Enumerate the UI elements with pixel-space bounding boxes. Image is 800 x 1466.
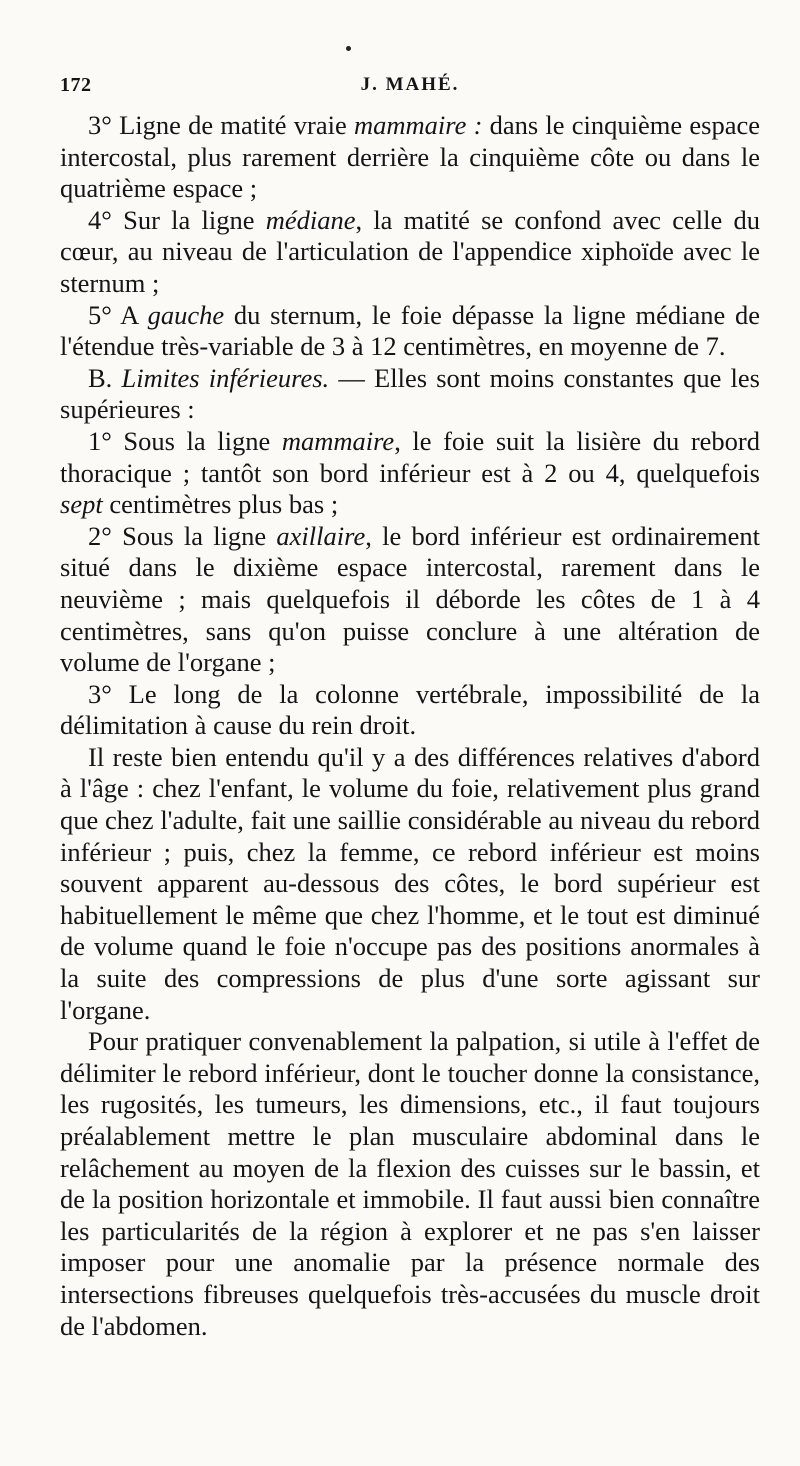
paragraph-item-3-mammary-line: 3° Ligne de matité vraie mammaire : dans le cinquième espace intercostal, plus rarement derrière la cinquième côte ou dans le quatrième espace ;: [60, 110, 760, 204]
paragraph-item-2-axillary: 2° Sous la ligne axillaire, le bord inférieur est ordinairement situé dans le dixième espace intercostal, rarement dans le neuvième ; mais quelquefois il déborde les côtes de 1 à 4 centimètres, sans qu'on puisse conclure à une altération de volume de l'organe ;: [60, 520, 760, 678]
paragraph-age-differences: Il reste bien entendu qu'il y a des différences relatives d'abord à l'âge : chez l'enfant, le volume du foie, relativement plus grand que chez l'adulte, fait une saillie considérable au niveau du rebord inférieur ; puis, chez la femme, ce rebord inférieur est moins souvent apparent au-dessous des côtes, le bord supérieur est habituellement le même que chez l'homme, et le tout est diminué de volume quand le foie n'occupe pas des positions anormales à la suite des compressions de plus d'une sorte agissant sur l'organe.: [60, 741, 760, 1025]
running-head: J. MAHÉ.: [360, 74, 460, 95]
section-heading-lower-limits: B. Limites inférieures. — Elles sont moins constantes que les supérieures :: [60, 362, 760, 425]
page-number: 172: [60, 74, 92, 96]
body-text: [60, 110, 760, 1342]
ink-speck: [346, 46, 351, 51]
page-header: [60, 74, 760, 102]
paragraph-item-5-left-sternum: 5° A gauche du sternum, le foie dépasse la ligne médiane de l'étendue très-variable de 3 à 12 centimètres, en moyenne de 7.: [60, 299, 761, 362]
paragraph-palpation: Pour pratiquer convenablement la palpation, si utile à l'effet de délimiter le rebord inférieur, dont le toucher donne la consistance, les rugosités, les tumeurs, les dimensions, etc., il faut toujours préalablement mettre le plan musculaire abdominal dans le relâchement au moyen de la flexion des cuisses sur le bassin, et de la position horizontale et immobile. Il faut aussi bien connaître les particularités de la région à explorer et ne pas s'en laisser imposer pour une anomalie par la présence normale des intersections fibreuses quelquefois très-accusées du muscle droit de l'abdomen.: [60, 1026, 760, 1341]
paragraph-item-4-median-line: 4° Sur la ligne médiane, la matité se confond avec celle du cœur, au niveau de l'articulation de l'appendice xiphoïde avec le sternum ;: [60, 204, 760, 298]
paragraph-item-1-mammary: 1° Sous la ligne mammaire, le foie suit la lisière du rebord thoracique ; tantôt son bord inférieur est à 2 ou 4, quelquefois sept centimètres plus bas ;: [60, 425, 760, 520]
paragraph-item-3-vertebral: 3° Le long de la colonne vertébrale, impossibilité de la délimitation à cause du rein droit.: [60, 678, 760, 741]
